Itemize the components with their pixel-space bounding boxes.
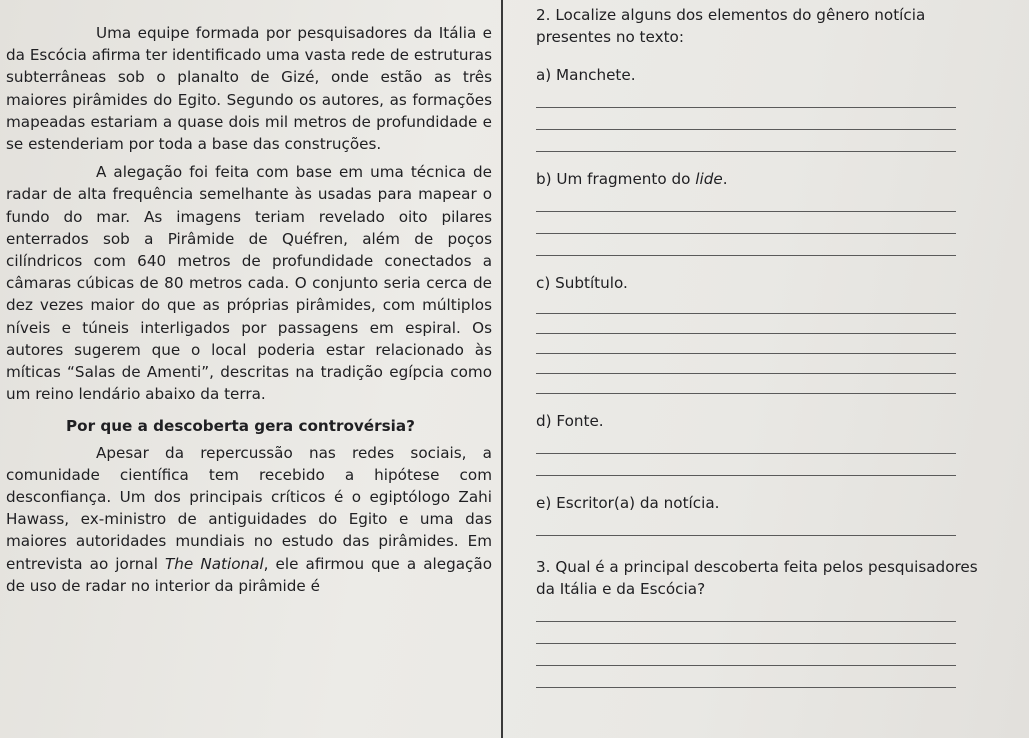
news-article xyxy=(6,22,492,597)
item-e-label: e) Escritor(a) da notícia. xyxy=(536,494,720,512)
article-paragraph-1: Uma equipe formada por pesquisadores da Itália e da Escócia afirma ter identificado uma vasta rede de estruturas subterrâneas sob o planalto de Gizé, onde estão as três maiores pirâmides do Egito. Segundo os autores, as formações mapeadas estariam a quase dois mil metros de profundidade e se estenderiam por toda a base das construções. xyxy=(6,24,492,154)
answer-line[interactable] xyxy=(536,255,956,256)
answer-line[interactable] xyxy=(536,665,956,666)
answer-line[interactable] xyxy=(536,333,956,334)
answer-line[interactable] xyxy=(536,233,956,234)
questions-column xyxy=(536,4,981,688)
answer-line[interactable] xyxy=(536,393,956,394)
question-3-text: Qual é a principal descoberta feita pelos pesquisadores da Itália e da Escócia? xyxy=(536,558,978,598)
question-3 xyxy=(536,556,981,600)
answer-line[interactable] xyxy=(536,151,956,152)
answer-line[interactable] xyxy=(536,353,956,354)
article-paragraph-2: A alegação foi feita com base em uma técnica de radar de alta frequência semelhante às usadas para mapear o fundo do mar. As imagens teriam revelado oito pilares enterrados sob a Pirâmide de Quéfren, além de poços cilíndricos com 640 metros de profundidade conectados a câmaras cúbicas de 80 metros cada. O conjunto seria cerca de dez vezes maior do que as próprias pirâmides, com múltiplos níveis e túneis interligados por passagens em espiral. Os autores sugerem que o local poderia estar relacionado às míticas “Salas de Amenti”, descritas na tradição egípcia como um reino lendário abaixo da terra. xyxy=(6,163,492,404)
answer-line[interactable] xyxy=(536,621,956,622)
answer-line[interactable] xyxy=(536,211,956,212)
item-d-label: d) Fonte. xyxy=(536,412,604,430)
answer-line[interactable] xyxy=(536,643,956,644)
answer-line[interactable] xyxy=(536,129,956,130)
answer-line[interactable] xyxy=(536,535,956,536)
item-b-label xyxy=(536,168,981,190)
newspaper-name: The National xyxy=(165,554,264,573)
question-2-text: Localize alguns dos elementos do gênero notícia presentes no texto: xyxy=(536,6,926,46)
answer-line[interactable] xyxy=(536,313,956,314)
item-a-label: a) Manchete. xyxy=(536,66,636,84)
question-2-number: 2. xyxy=(536,6,551,24)
item-b-label-end: . xyxy=(722,170,728,188)
answer-line[interactable] xyxy=(536,687,956,688)
article-subheading: Por que a descoberta gera controvérsia? xyxy=(66,417,415,436)
item-b-label-em: lide xyxy=(695,170,723,188)
question-3-number: 3. xyxy=(536,558,551,576)
item-c-label: c) Subtítulo. xyxy=(536,274,628,292)
column-divider xyxy=(501,0,503,738)
answer-line[interactable] xyxy=(536,107,956,108)
item-b-label-start: b) Um fragmento do xyxy=(536,170,696,188)
answer-line[interactable] xyxy=(536,475,956,476)
answer-line[interactable] xyxy=(536,453,956,454)
question-2 xyxy=(536,4,981,48)
answer-line[interactable] xyxy=(536,373,956,374)
article-paragraph-3-start: Apesar da repercussão nas redes sociais, a comunidade científica tem recebido a hipótese com desconfiança. Um dos principais críticos é o egiptólogo Zahi Hawass, ex-ministro de antiguidades do Egito e uma das maiores autoridades mundiais no estudo das pirâmides. Em entrevista ao jornal xyxy=(6,443,492,573)
article-paragraph-3-end: , ele afirmou que a alegação de uso de radar no interior da pirâmide é xyxy=(6,554,492,595)
article-paragraph-3 xyxy=(6,442,492,597)
